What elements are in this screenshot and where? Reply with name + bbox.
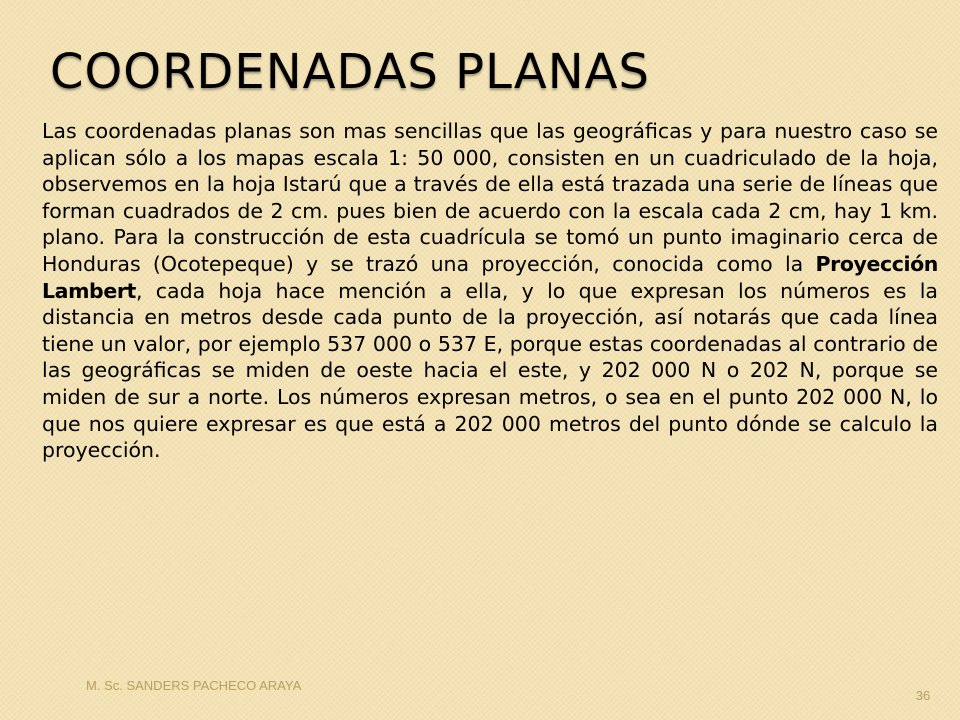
footer-author: M. Sc. SANDERS PACHECO ARAYA: [86, 678, 302, 693]
slide-body-text: [42, 118, 938, 464]
slide-title: COORDENADAS PLANAS: [50, 44, 650, 100]
body-text-part-2: , cada hoja hace mención a ella, y lo que expresan los números es la distancia en metros desde cada punto de la proyección, así notarás que cada línea tiene un valor, por ejemplo 537 000 o 537 E, porque estas coordenadas al contrario de las geográficas se miden de oeste hacia el este, y 202 000 N o 202 N, porque se miden de sur a norte. Los números expresan metros, o sea en el punto 202 000 N, lo que nos quiere expresar es que está a 202 000 metros del punto dónde se calculo la proyección.: [42, 278, 938, 463]
page-number: 36: [915, 688, 931, 703]
body-text-bold-term: Proyección Lambert: [42, 251, 938, 303]
body-text-part-1: Las coordenadas planas son mas sencillas que las geográficas y para nuestro caso se aplican sólo a los mapas escala 1: 50 000, consisten en un cuadriculado de la hoja, observemos en la hoja Istarú que a través de ella está trazada una serie de líneas que forman cuadrados de 2 cm. pues bien de acuerdo con la escala cada 2 cm, hay 1 km. plano. Para la construcción de esta cuadrícula se tomó un punto imaginario cerca de Honduras (Ocotepeque) y se trazó una proyección, conocida como la: [42, 119, 938, 276]
